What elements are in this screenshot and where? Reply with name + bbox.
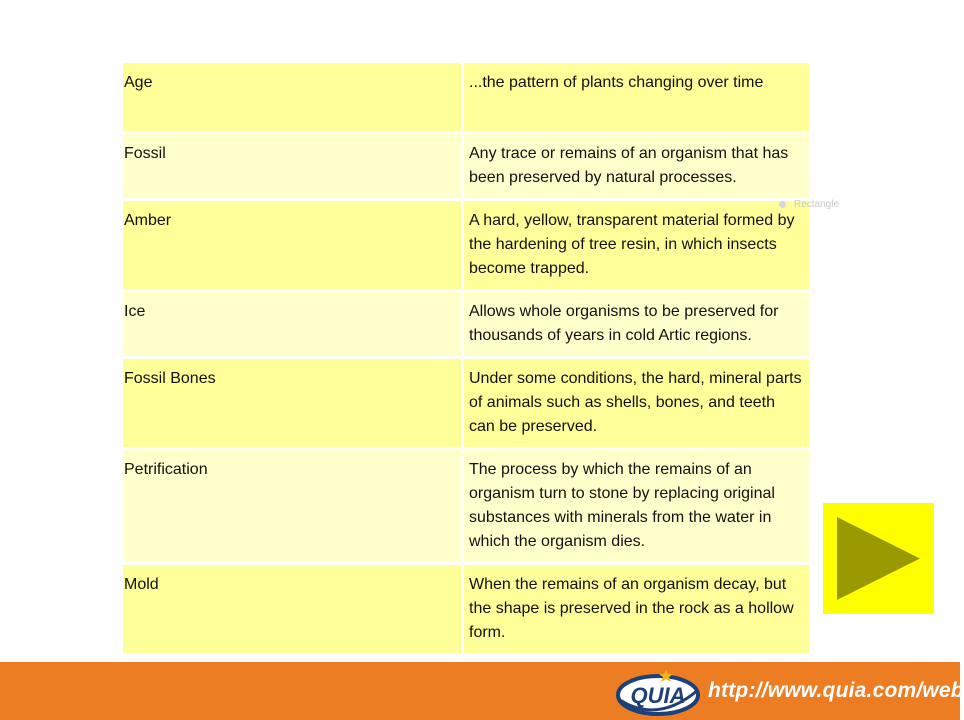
term-cell: Ice [123,291,463,358]
table-row [123,200,809,291]
table-row [123,63,809,133]
vocabulary-table-viewport [123,74,803,641]
quia-logo[interactable] [614,666,706,718]
play-arrow-icon [823,503,934,614]
table-row [123,358,809,449]
next-slide-button[interactable] [823,503,934,614]
footer-url-link[interactable]: http://www.quia.com/web [708,679,964,702]
definition-cell: When the remains of an organism decay, but the shape is preserved in the rock as a hollow form. [463,564,810,655]
table-row [123,449,809,564]
term-cell: Amber [123,200,463,291]
definition-cell: Any trace or remains of an organism that has been preserved by natural processes. [463,133,810,200]
table-row [123,291,809,358]
term-cell: Age [123,63,463,133]
shape-placeholder-label [773,196,840,214]
table-row [123,133,809,200]
shape-placeholder-text: Rectangle [794,199,840,210]
term-cell: Fossil [123,133,463,200]
definition-cell: Under some conditions, the hard, mineral parts of animals such as shells, bones, and teeth can be preserved. [463,358,810,449]
definition-cell: ...the pattern of plants changing over time [463,63,810,133]
quia-logo-text: QUIA [630,683,686,708]
table-row [123,564,809,655]
definition-cell: A hard, yellow, transparent material formed by the hardening of tree resin, in which insects become trapped. [463,200,810,291]
vocabulary-table [123,63,809,656]
term-cell: Mold [123,564,463,655]
anchor-dot-icon [779,201,786,208]
definition-cell: The process by which the remains of an organism turn to stone by replacing original substances with minerals from the water in which the organism dies. [463,449,810,564]
term-cell: Petrification [123,449,463,564]
definition-cell: Allows whole organisms to be preserved for thousands of years in cold Artic regions. [463,291,810,358]
term-cell: Fossil Bones [123,358,463,449]
footer-bar [0,662,964,720]
